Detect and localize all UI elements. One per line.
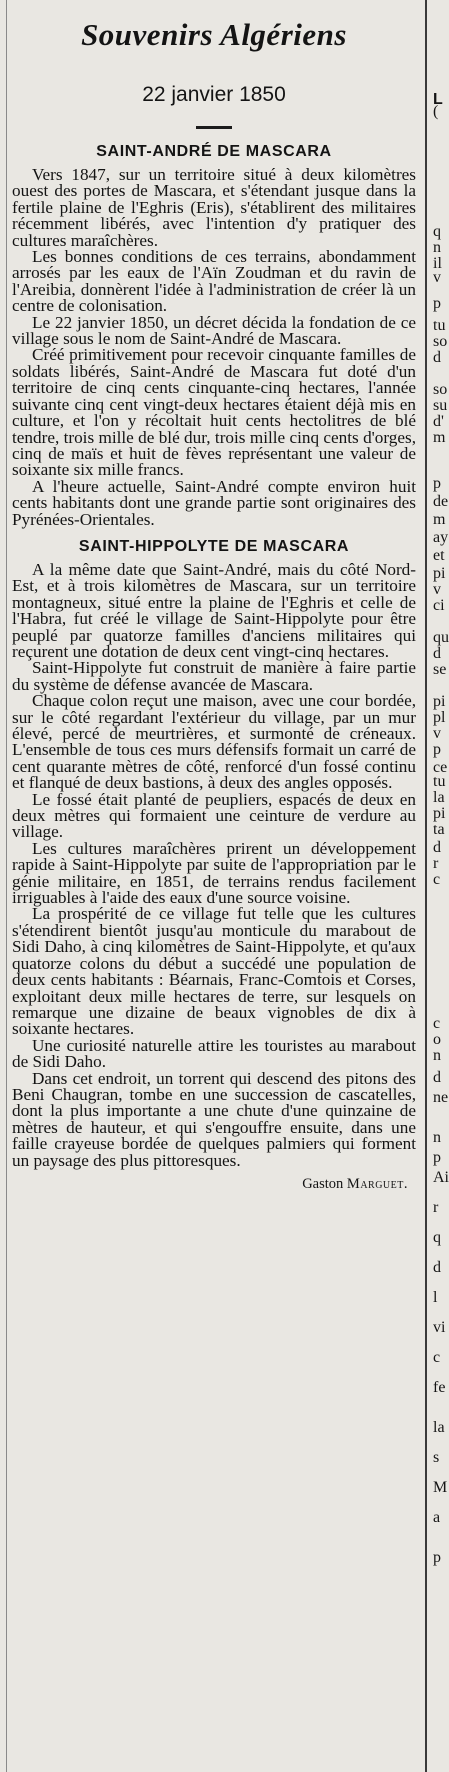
adjacent-column-text: et xyxy=(433,547,445,564)
adjacent-column-text: c xyxy=(433,1349,441,1366)
article-date: 22 janvier 1850 xyxy=(142,83,286,106)
adjacent-column-text: tu xyxy=(433,773,446,790)
adjacent-column-text: p xyxy=(433,295,441,312)
adjacent-column-text: r xyxy=(433,855,439,872)
adjacent-column-text: p xyxy=(433,475,441,492)
adjacent-column-text: d xyxy=(433,349,441,366)
adjacent-column-text: n xyxy=(433,1047,441,1064)
article-paragraph: Une curiosité naturelle attire les touristes au marabout de Sidi Daho. xyxy=(12,1035,416,1072)
adjacent-column-text: il xyxy=(433,255,442,272)
article-column xyxy=(12,10,416,1193)
adjacent-column-text: ( xyxy=(433,103,439,120)
adjacent-column-text: fe xyxy=(433,1379,446,1396)
adjacent-column-text: pi xyxy=(433,565,446,582)
adjacent-column-text: ta xyxy=(433,821,445,838)
adjacent-column-text: d xyxy=(433,1069,441,1086)
adjacent-column-text: v xyxy=(433,269,441,286)
signature-first-name: Gaston xyxy=(302,1175,344,1192)
adjacent-column-text: p xyxy=(433,741,441,758)
adjacent-column-text: d' xyxy=(433,413,444,430)
adjacent-column-text: vi xyxy=(433,1319,446,1336)
article-paragraph: Les cultures maraîchères prirent un développement rapide à Saint-Hippolyte par suite de l'appropriation par le génie militaire, en 1851, de terrains rendus facilement irriguables à l'aide des eaux d'une source voisine. xyxy=(12,838,416,908)
adjacent-column-text: L xyxy=(433,91,443,108)
adjacent-column-text: M xyxy=(433,1479,448,1496)
article-title: Souvenirs Algériens xyxy=(81,17,347,52)
article-paragraph: Dans cet endroit, un torrent qui descend des pitons des Beni Chaugran, tombe en une succession de cascatelles, dont la plus importante a une chute d'une quinzaine de mètres de hauteur, et qui s'engouffre ensuite, dans une faille crayeuse bordée de quelques palmiers qui forment un paysage des plus pittoresques. xyxy=(12,1068,416,1170)
adjacent-column-text: l xyxy=(433,1289,438,1306)
adjacent-column-text: p xyxy=(433,1149,441,1166)
adjacent-column-text: c xyxy=(433,1015,441,1032)
adjacent-column-text: de xyxy=(433,493,449,510)
adjacent-column-text: ce xyxy=(433,759,448,776)
left-column-rule xyxy=(6,0,7,1772)
article-body xyxy=(12,141,416,1169)
adjacent-column-text: tu xyxy=(433,317,446,334)
article-paragraph: La prospérité de ce village fut telle que les cultures s'étendirent bientôt jusqu'au monticule du marabout de Sidi Daho, à cinq kilomètres de Saint-Hippolyte, et qu'aux quatorze colons du début a succédé une population de deux cents habitants : Béarnais, Franc-Comtois et Corses, exploitant deux mille hectares de terre, sur lesquels on remarque une dizaine de beaux vignobles de dix à soixante hectares. xyxy=(12,904,416,1039)
signature xyxy=(12,1175,408,1193)
adjacent-column-text: c xyxy=(433,871,441,888)
adjacent-column-text: r xyxy=(433,1199,439,1216)
adjacent-column-fragment xyxy=(430,0,449,1772)
adjacent-column-text: a xyxy=(433,1509,441,1526)
adjacent-column-text: pi xyxy=(433,805,446,822)
article-paragraph: Les bonnes conditions de ces terrains, abondamment arrosés par les eaux de l'Aïn Zoudman et du ravin de l'Areibia, donnèrent l'idée à l'administration de créer là un centre de colonisation. xyxy=(12,247,416,316)
adjacent-column-text: ay xyxy=(433,529,449,546)
title-divider xyxy=(196,126,232,129)
article-paragraph: Saint-Hippolyte fut construit de manière à faire partie du système de défense avancée de Mascara. xyxy=(12,658,416,694)
article-paragraph: Chaque colon reçut une maison, avec une cour bordée, sur le côté regardant l'extérieur du village, par un mur élevé, percé de meurtrières, et surmonté de créneaux. L'ensemble de tous ces murs défensifs formait un carré de cent quarante mètres de côté, renforcé d'un fossé continu et flanqué de deux bastions, à deux des angles opposés. xyxy=(12,691,416,793)
adjacent-column-text: d xyxy=(433,839,441,856)
adjacent-column-text: v xyxy=(433,581,441,598)
adjacent-column-text: ci xyxy=(433,597,445,614)
article-paragraph: Le fossé était planté de peupliers, espacés de deux en deux mètres qui formaient une ceinture de verdure au village. xyxy=(12,789,416,842)
adjacent-column-text: p xyxy=(433,1549,441,1566)
article-paragraph: Vers 1847, sur un territoire situé à deux kilomètres ouest des portes de Mascara, et s'étendant jusque dans la fertile plaine de l'Eghris (Eris), s'établirent des militaires récemment libérés, avec l'intention d'y pratiquer des cultures maraîchères. xyxy=(12,165,416,250)
adjacent-column-text: la xyxy=(433,789,445,806)
adjacent-column-text: d xyxy=(433,1259,441,1276)
adjacent-column-text: v xyxy=(433,725,441,742)
adjacent-column-text: n xyxy=(433,239,441,256)
adjacent-column-text: m xyxy=(433,511,446,528)
adjacent-column-text: o xyxy=(433,1031,441,1048)
adjacent-column-text: qu xyxy=(433,629,449,646)
article-paragraph: Créé primitivement pour recevoir cinquante familles de soldats libérés, Saint-André de Mascara fut doté d'un territoire de cinq cents cinquante-cinq hectares, l'année suivante cinq cent vingt-deux hectares étaient déjà mis en culture, et l'on y récoltait huit cents hectolitres de blé tendre, trois mille de blé dur, trois mille cinq cents d'orges, cinq de maïs et huit de fèves représentant une valeur de soixante six mille francs. xyxy=(12,345,416,480)
article-paragraph: A l'heure actuelle, Saint-André compte environ huit cents habitants dont une grande partie sont originaires des Pyrénées-Orientales. xyxy=(12,476,416,529)
adjacent-column-text: se xyxy=(433,661,447,678)
adjacent-column-text: la xyxy=(433,1419,445,1436)
adjacent-column-text: so xyxy=(433,333,448,350)
adjacent-column-text: m xyxy=(433,429,446,446)
article-paragraph: Le 22 janvier 1850, un décret décida la fondation de ce village sous le nom de Saint-André de Mascara. xyxy=(12,312,416,349)
section-heading: SAINT-HIPPOLYTE DE MASCARA xyxy=(78,537,350,555)
adjacent-column-text: q xyxy=(433,223,441,240)
adjacent-column-text: ne xyxy=(433,1089,449,1106)
signature-last-name: Marguet. xyxy=(346,1175,408,1192)
column-separator-rule xyxy=(425,0,427,1772)
adjacent-column-text: d xyxy=(433,645,441,662)
adjacent-column-text: s xyxy=(433,1449,440,1466)
adjacent-column-text: so xyxy=(433,381,448,398)
adjacent-column-text: Ai xyxy=(433,1169,449,1186)
article-paragraph: A la même date que Saint-André, mais du côté Nord-Est, et à trois kilomètres de Mascara, sur un territoire montagneux, situé entre la plaine de l'Eghris et celle de l'Habra, fut créé le village de Saint-Hippolyte pour être peuplé par quatorze familles d'anciens militaires qui reçurent une dotation de deux cent vingt-cinq hectares. xyxy=(12,559,416,661)
adjacent-column-text: q xyxy=(433,1229,441,1246)
adjacent-column-text: pi xyxy=(433,693,446,710)
adjacent-column-text: pl xyxy=(433,709,446,726)
adjacent-column-text: su xyxy=(433,397,448,414)
adjacent-column-text: n xyxy=(433,1129,441,1146)
section-heading: SAINT-ANDRÉ DE MASCARA xyxy=(96,143,332,160)
